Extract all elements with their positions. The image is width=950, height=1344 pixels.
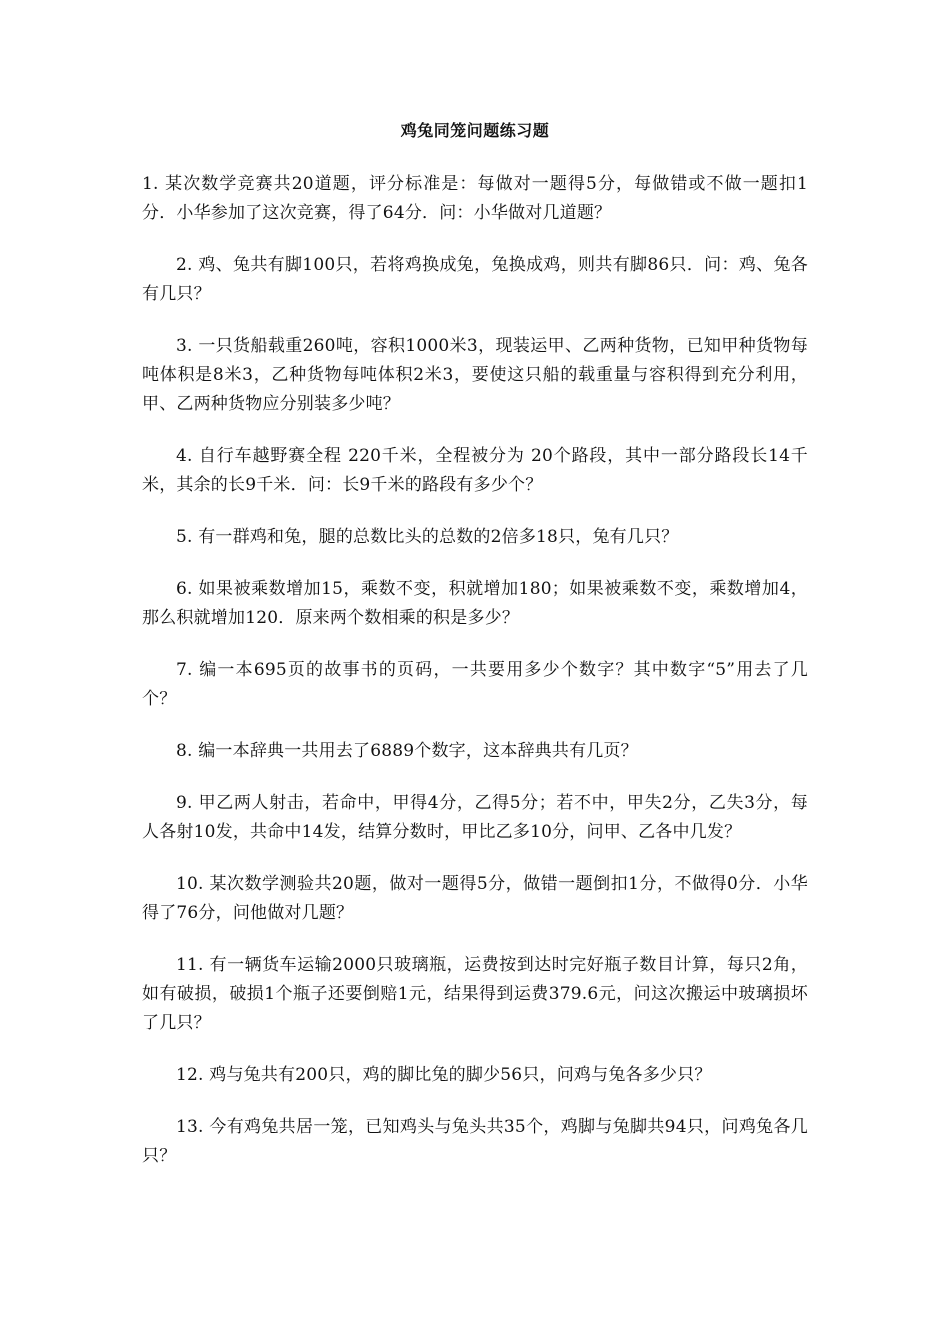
question-8: 8. 编一本辞典一共用去了6889个数字，这本辞典共有几页？	[176, 741, 638, 761]
paragraph-gap	[142, 228, 808, 251]
question-3: 3. 一只货船载重260吨，容积1000米3，现装运甲、乙两种货物，已知甲种货物每吨体积是8米3，乙种货物每吨体积2米3，要使这只船的载重量与容积得到充分利用，甲、乙两种货物应分别装多少吨？	[142, 336, 808, 414]
paragraph-gap	[142, 766, 808, 789]
paragraph-gap	[142, 419, 808, 442]
question-7: 7. 编一本695页的故事书的页码，一共要用多少个数字？其中数字“5”用去了几个？	[142, 660, 808, 709]
paragraph-gap	[142, 633, 808, 656]
paragraph-gap	[142, 309, 808, 332]
paragraph-gap	[142, 1090, 808, 1113]
question-9: 9. 甲乙两人射击，若命中，甲得4分，乙得5分；若不中，甲失2分，乙失3分，每人各射10发，共命中14发，结算分数时，甲比乙多10分，问甲、乙各中几发？	[142, 793, 808, 842]
question-2: 2. 鸡、兔共有脚100只，若将鸡换成兔，兔换成鸡，则共有脚86只．问：鸡、兔各有几只？	[142, 255, 808, 304]
question-6: 6. 如果被乘数增加15，乘数不变，积就增加180；如果被乘数不变，乘数增加4，那么积就增加120．原来两个数相乘的积是多少？	[142, 579, 808, 628]
question-list	[142, 170, 808, 1171]
paragraph-gap	[142, 500, 808, 523]
paragraph-gap	[142, 1038, 808, 1061]
paragraph-gap	[142, 552, 808, 575]
question-4: 4. 自行车越野赛全程 220千米，全程被分为 20个路段，其中一部分路段长14千米，其余的长9千米．问：长9千米的路段有多少个？	[142, 446, 808, 495]
question-1: 1. 某次数学竞赛共20道题，评分标准是：每做对一题得5分，每做错或不做一题扣1分．小华参加了这次竞赛，得了64分．问：小华做对几道题？	[142, 174, 808, 223]
question-10: 10. 某次数学测验共20题，做对一题得5分，做错一题倒扣1分，不做得0分．小华得了76分，问他做对几题？	[142, 874, 808, 923]
question-13: 13. 今有鸡兔共居一笼，已知鸡头与兔头共35个，鸡脚与兔脚共94只，问鸡兔各几只？	[142, 1117, 808, 1166]
question-5: 5. 有一群鸡和兔，腿的总数比头的总数的2倍多18只，兔有几只？	[176, 527, 679, 547]
question-12: 12. 鸡与兔共有200只，鸡的脚比兔的脚少56只，问鸡与兔各多少只？	[176, 1065, 712, 1085]
document-title: 鸡兔同笼问题练习题	[400, 121, 550, 140]
paragraph-gap	[142, 847, 808, 870]
paragraph-gap	[142, 714, 808, 737]
paragraph-gap	[142, 928, 808, 951]
question-11: 11. 有一辆货车运输2000只玻璃瓶，运费按到达时完好瓶子数目计算，每只2角，如有破损，破损1个瓶子还要倒赔1元，结果得到运费379.6元，问这次搬运中玻璃损坏了几只？	[142, 955, 808, 1033]
